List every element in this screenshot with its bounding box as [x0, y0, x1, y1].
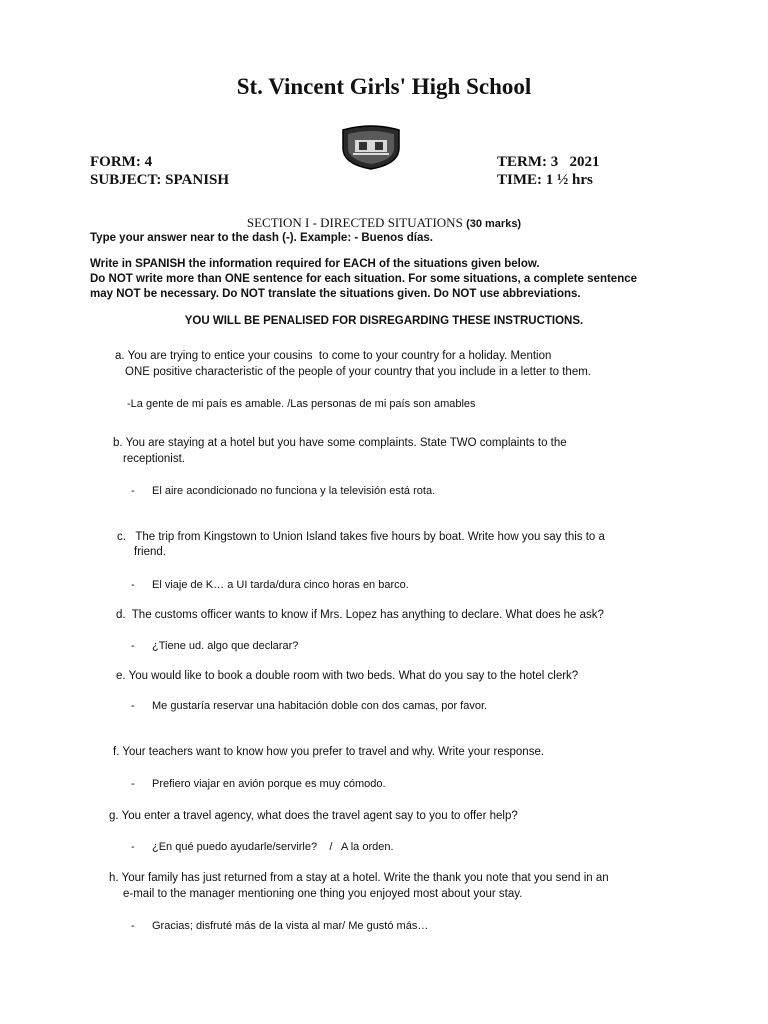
instruction-line-4: may NOT be necessary. Do NOT translate the situations given. Do NOT use abbreviations. — [90, 288, 581, 300]
school-crest-icon — [339, 124, 403, 170]
form-label: FORM: 4 — [90, 154, 153, 170]
question-a-line-1: a. You are trying to entice your cousins to come to your country for a holiday. Mention — [115, 350, 552, 362]
answer-b: El aire acondicionado no funciona y la televisión está rota. — [152, 485, 436, 497]
answer-h-dash: - — [131, 920, 135, 932]
answer-f: Prefiero viajar en avión porque es muy cómodo. — [152, 778, 386, 790]
answer-h: Gracias; disfruté más de la vista al mar/ Me gustó más… — [152, 920, 429, 932]
school-title: St. Vincent Girls' High School — [236, 74, 532, 99]
answer-e: Me gustaría reservar una habitación doble con dos camas, por favor. — [152, 700, 488, 712]
question-d-line-1: d. The customs officer wants to know if Mrs. Lopez has anything to declare. What does he ask? — [116, 609, 604, 621]
section-title: SECTION I - DIRECTED SITUATIONS — [246, 215, 463, 230]
question-b-line-2: receptionist. — [123, 453, 186, 465]
answer-c-dash: - — [131, 579, 135, 591]
instruction-line-2: Write in SPANISH the information required for EACH of the situations given below. — [90, 258, 540, 270]
question-c-line-1: c. The trip from Kingstown to Union Island takes five hours by boat. Write how you say this to a — [117, 531, 605, 543]
answer-e-dash: - — [131, 700, 135, 712]
penalty-warning: YOU WILL BE PENALISED FOR DISREGARDING THESE INSTRUCTIONS. — [184, 315, 584, 327]
subject-label: SUBJECT: SPANISH — [90, 172, 230, 188]
section-marks: (30 marks) — [466, 218, 522, 230]
answer-g: ¿En qué puedo ayudarle/servirle? / A la orden. — [152, 841, 394, 853]
term-label: TERM: 3 2021 — [497, 154, 600, 170]
answer-c: El viaje de K… a UI tarda/dura cinco horas en barco. — [152, 579, 409, 591]
question-f-line-1: f. Your teachers want to know how you prefer to travel and why. Write your response. — [113, 746, 545, 758]
question-e-line-1: e. You would like to book a double room with two beds. What do you say to the hotel clerk? — [116, 670, 579, 682]
answer-d-dash: - — [131, 640, 135, 652]
instruction-line-3: Do NOT write more than ONE sentence for each situation. For some situations, a complete sentence — [90, 273, 638, 285]
question-c-line-2: friend. — [134, 546, 166, 558]
question-g-line-1: g. You enter a travel agency, what does the travel agent say to you to offer help? — [109, 810, 518, 822]
answer-d: ¿Tiene ud. algo que declarar? — [152, 640, 299, 652]
answer-b-dash: - — [131, 485, 135, 497]
answer-f-dash: - — [131, 778, 135, 790]
answer-g-dash: - — [131, 841, 135, 853]
section-heading — [0, 215, 768, 231]
question-h-line-2: e-mail to the manager mentioning one thing you enjoyed most about your stay. — [123, 888, 523, 900]
instruction-line-1: Type your answer near to the dash (-). Example: - Buenos días. — [90, 232, 433, 244]
time-label: TIME: 1 ½ hrs — [497, 172, 593, 188]
answer-a: -La gente de mi país es amable. /Las personas de mi país son amables — [127, 398, 476, 410]
question-a-line-2: ONE positive characteristic of the people of your country that you include in a letter to them. — [125, 366, 591, 378]
question-b-line-1: b. You are staying at a hotel but you have some complaints. State TWO complaints to the — [113, 437, 567, 449]
question-h-line-1: h. Your family has just returned from a stay at a hotel. Write the thank you note that you send in an — [109, 872, 609, 884]
